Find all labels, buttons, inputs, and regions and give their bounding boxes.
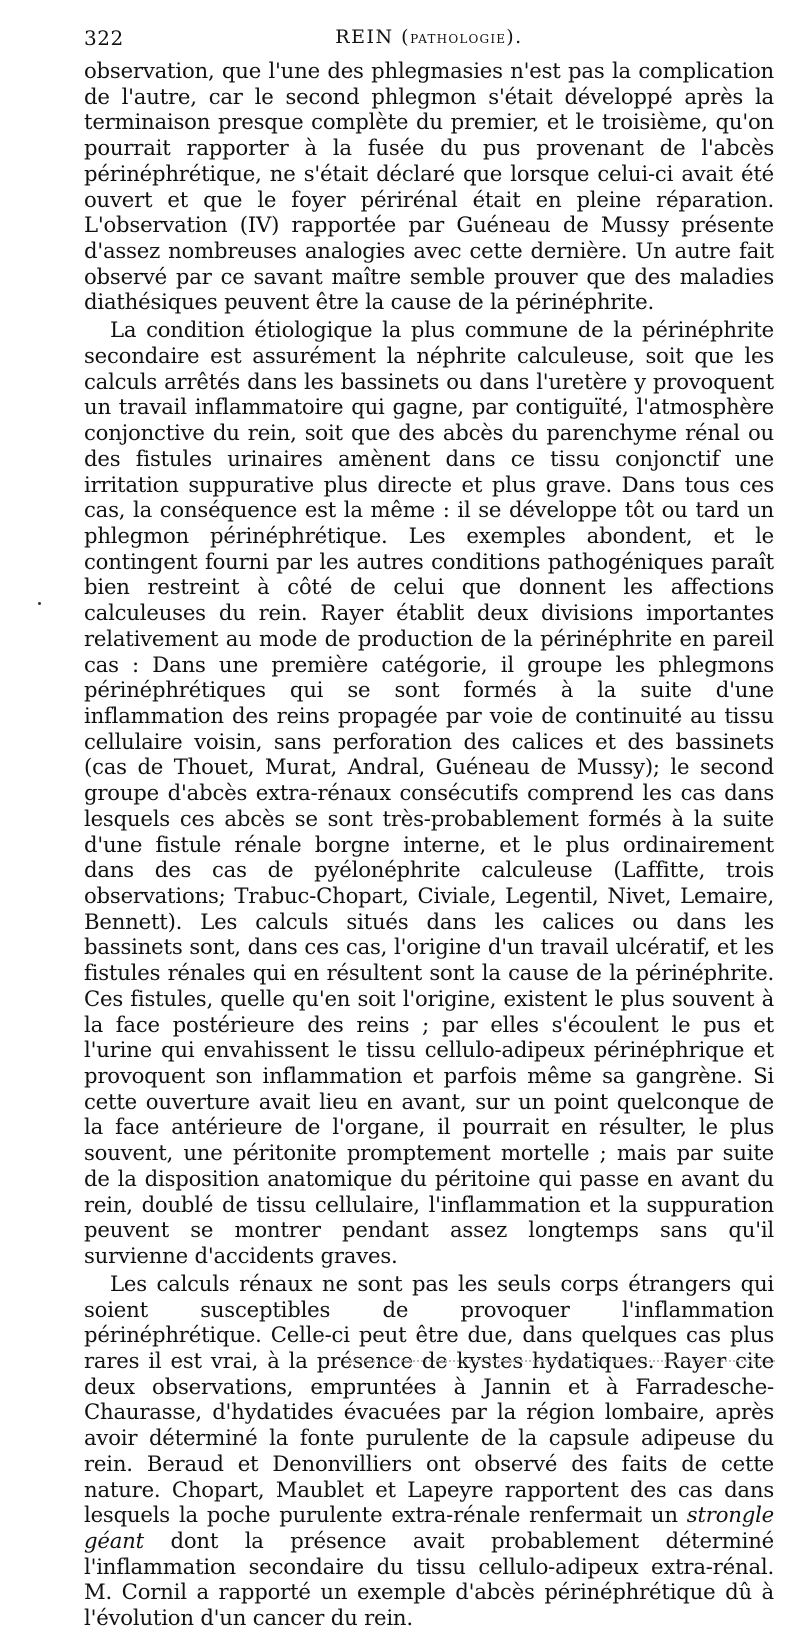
running-title-subject: PATHOLOGIE bbox=[410, 32, 507, 46]
margin-speck bbox=[38, 602, 41, 605]
running-head bbox=[84, 26, 774, 52]
paragraph-calculous-nephritis: La condition étiologique la plus commune de la périnéphrite secondaire est assurément la néphrite calculeuse, soit que les calculs arrêtés dans les bassinets ou dans l'uretère y provoquent un travail inflammatoire qui gagne, par contiguïté, l'atmosphère conjonctive du rein, soit que des abcès du parenchyme rénal ou des fistules urinaires amènent dans ce tissu conjonctif une irritation suppurative plus directe et plus grave. Dans tous ces cas, la conséquence est la même : il se développe tôt ou tard un phlegmon périnéphrétique. Les exemples abondent, et le contingent fourni par les autres conditions pathogéniques paraît bien restreint à côté de celui que donnent les affections calculeuses du rein. Rayer établit deux divisions importantes relativement au mode de production de la périnéphrite en pareil cas : Dans une première catégorie, il groupe les phlegmons périnéphrétiques qui se sont formés à la suite d'une inflammation des reins propagée par voie de continuité au tissu cellulaire voisin, sans perforation des calices et des bassinets (cas de Thouet, Murat, Andral, Guéneau de Mussy); le second groupe d'abcès extra-rénaux consécutifs comprend les cas dans lesquels ces abcès se sont très-probablement formés à la suite d'une fistule rénale borgne interne, et le plus ordinairement dans des cas de pyélonéphrite calculeuse (Laffitte, trois observations; Trabuc-Chopart, Civiale, Legentil, Nivet, Lemaire, Bennett). Les calculs situés dans les calices ou dans les bassinets sont, dans ces cas, l'origine d'un travail ulcératif, et les fistules rénales qui en résultent sont la cause de la périnéphrite. Ces fistules, quelle qu'en soit l'origine, existent le plus souvent à la face postérieure des reins ; par elles s'écoulent le pus et l'urine qui envahissent le tissu cellulo-adipeux périnéphrique et provoquent son inflammation et parfois même sa gangrène. Si cette ouverture avait lieu en avant, sur un point quelconque de la face antérieure de l'organe, il pourrait en résulter, le plus souvent, une péritonite promptement mortelle ; mais par suite de la disposition anatomique du péritoine qui passe en avant du rein, doublé de tissu cellulaire, l'inflammation et la suppuration peuvent se montrer pendant assez longtemps sans qu'il survienne d'accidents graves. bbox=[84, 317, 774, 1269]
paragraph-observation-continued: observation, que l'une des phlegmasies n'est pas la complication de l'autre, car le second phlegmon s'était développé après la terminaison presque complète du premier, et le troisième, qu'on pourrait rapporter à la fusée du pus provenant de l'abcès périnéphrétique, ne s'était déclaré que lorsque celui-ci avait été ouvert et que le foyer périrénal était en pleine réparation. L'observation (IV) rapportée par Guéneau de Mussy présente d'assez nombreuses analogies avec cette dernière. Un autre fait observé par ce savant maître semble prouver que des maladies diathésiques peuvent être la cause de la périnéphrite. bbox=[84, 58, 774, 315]
bottom-dotted-rule bbox=[345, 1360, 775, 1362]
paragraph-foreign-bodies-start: Les calculs rénaux ne sont pas les seuls corps étrangers qui soient susceptibles de provoquer l'inflammation périnéphrétique. Celle-ci peut être due, dans quelques cas plus rares il est vrai, à la présence de kystes hydatiques. Rayer cite deux observations, empruntées à Jannin et à Farradesche-Chaurasse, d'hydatides évacuées par la région lombaire, après avoir déterminé la fonte purulente de la capsule adipeuse du rein. Beraud et Denonvilliers ont observé des faits de cette nature. Chopart, Maublet et Lapeyre rapportent des cas dans lesquels la poche purulente extra-rénale renfermait un bbox=[84, 1270, 774, 1528]
running-title-main: REIN ( bbox=[335, 26, 411, 48]
running-title bbox=[84, 26, 774, 48]
paragraph-foreign-bodies-end: dont la présence avait probablement déterminé l'inflammation secondaire du tissu cellulo-adipeux extra-rénal. M. Cornil a rapporté un exemple d'abcès périnéphrétique dû à l'évolution d'un cancer du rein. bbox=[84, 1527, 774, 1631]
italic-term-strongle-geant: strongle géant bbox=[84, 1502, 774, 1553]
page-number: 322 bbox=[84, 26, 124, 50]
paragraph-foreign-bodies bbox=[84, 1271, 774, 1631]
running-title-end: ). bbox=[506, 26, 523, 48]
